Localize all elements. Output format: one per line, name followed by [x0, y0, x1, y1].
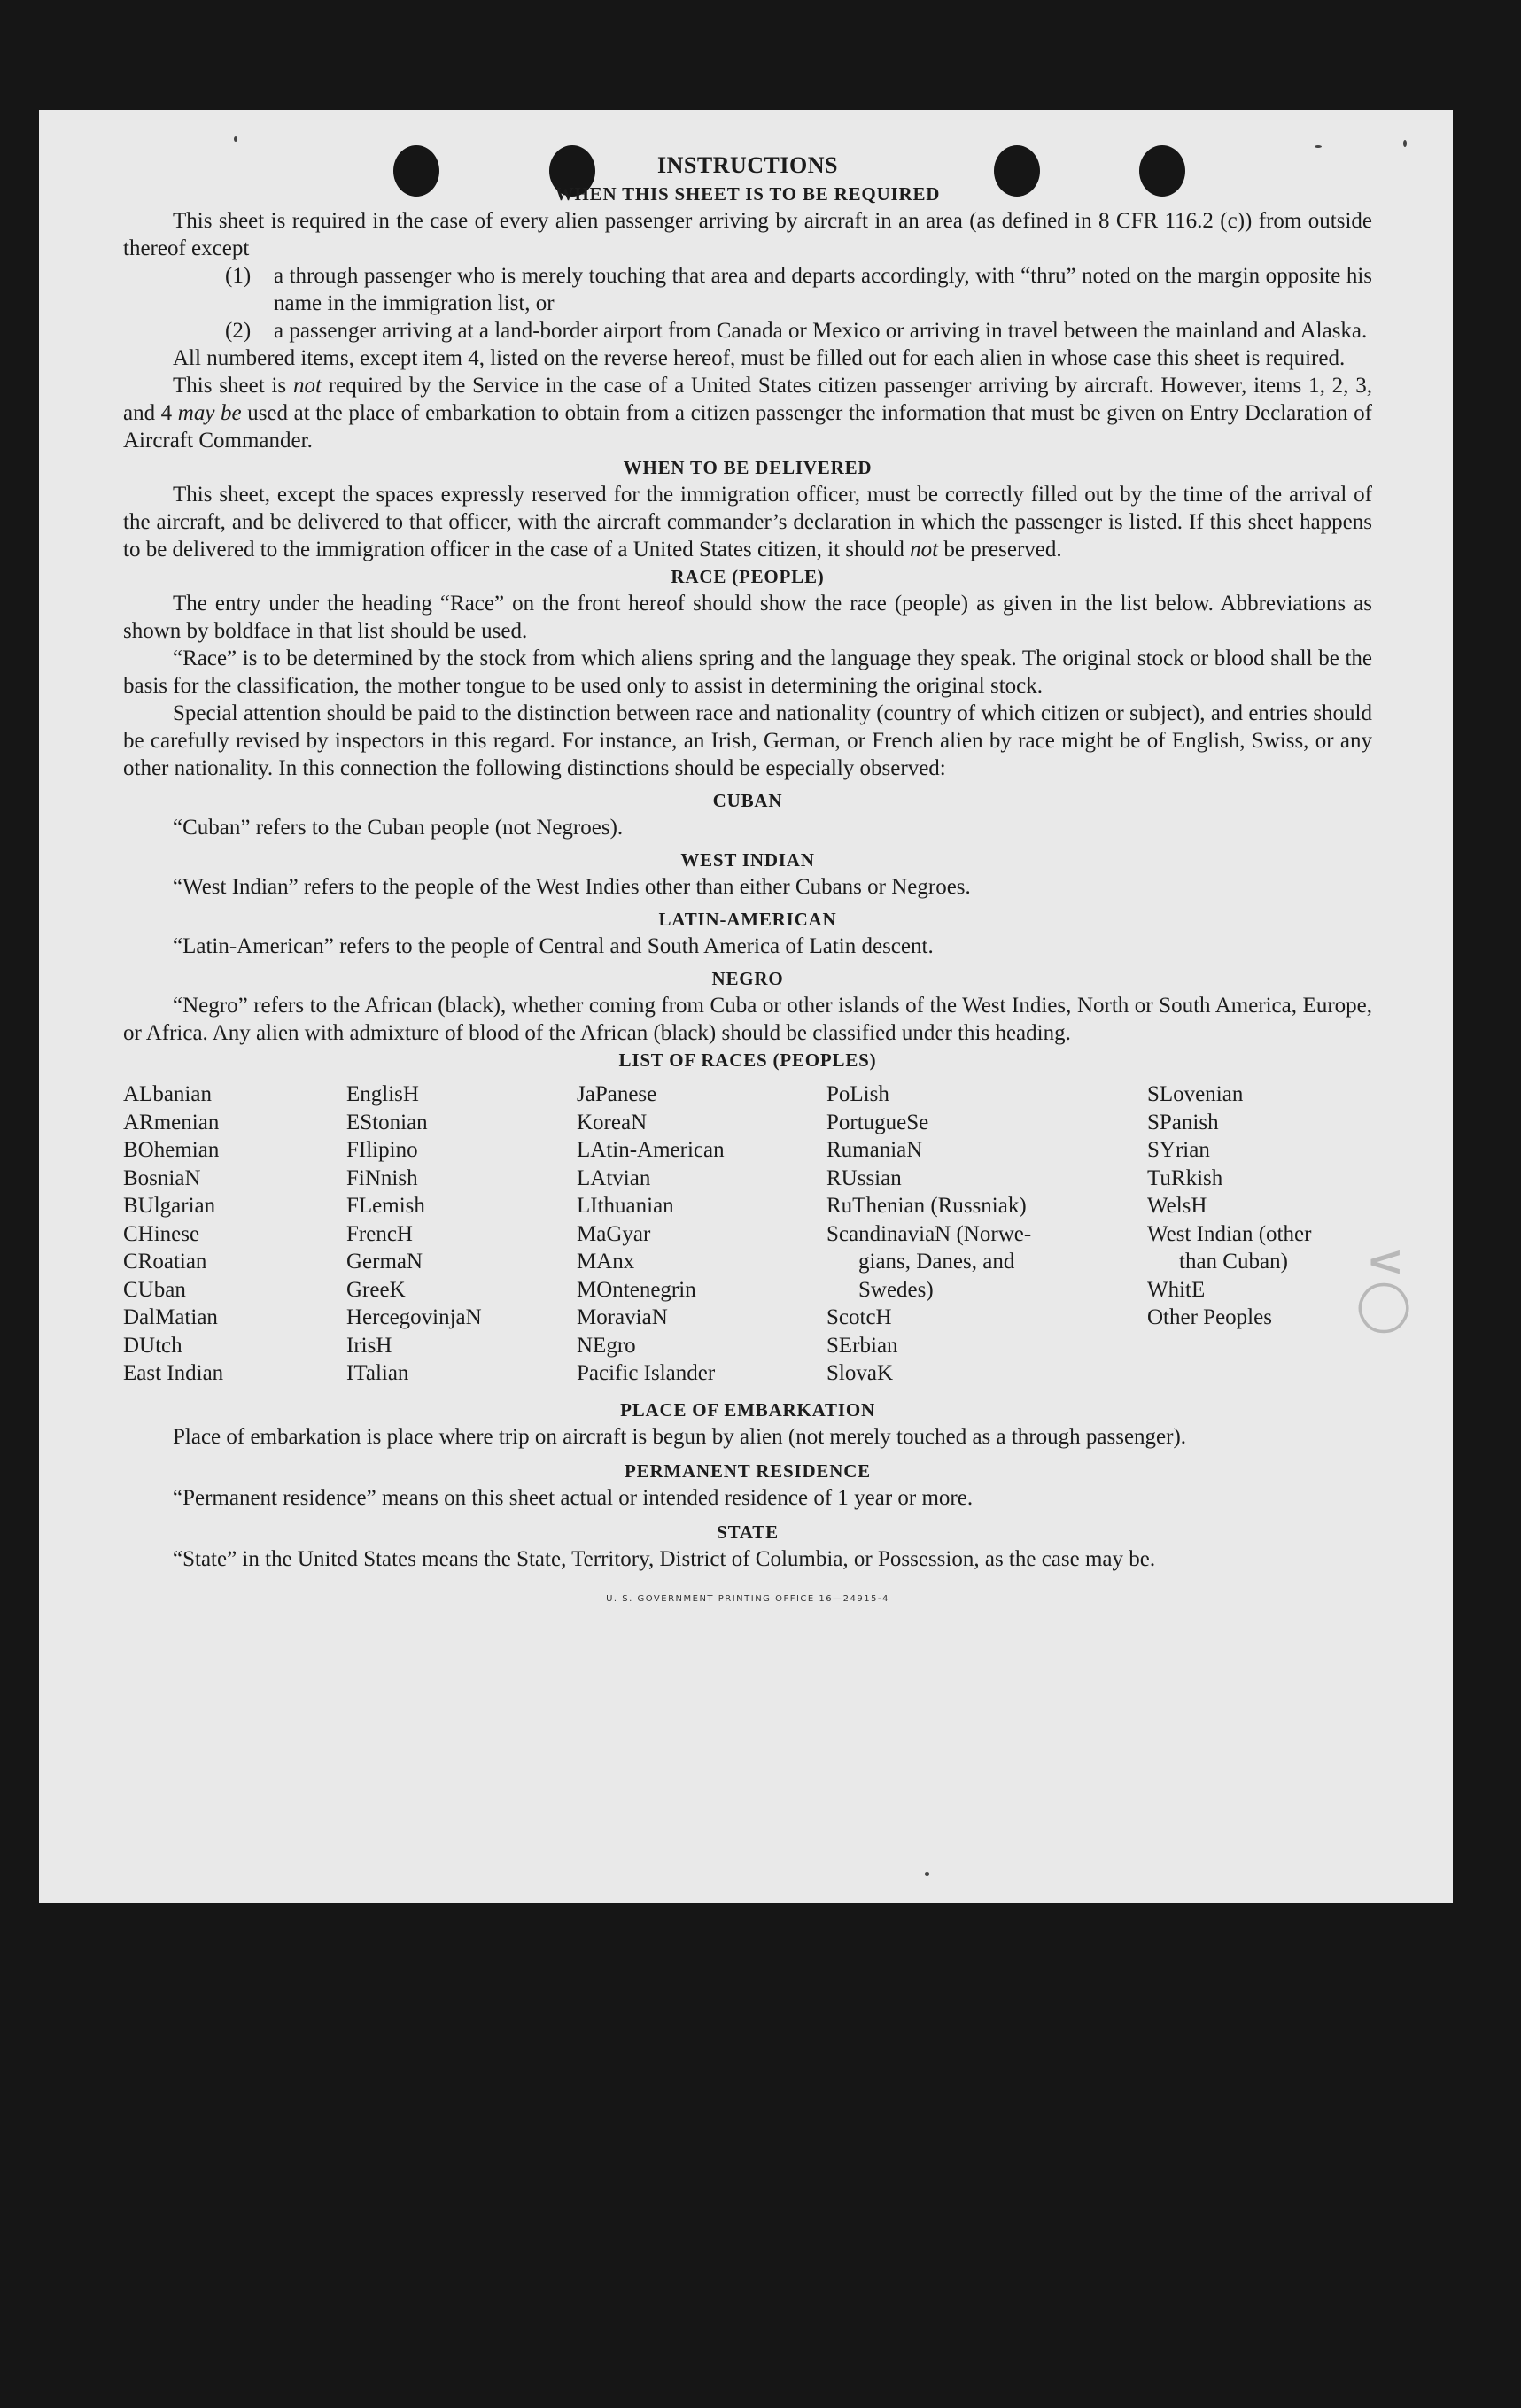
race-entry: West Indian (other [1147, 1221, 1312, 1246]
race-entry: SPanish [1147, 1110, 1219, 1134]
definition: “Latin-American” refers to the people of Central and South America of Latin descent. [173, 934, 934, 958]
race-entry: BosniaN [123, 1165, 201, 1190]
race-entry: MOntenegrin [577, 1277, 696, 1302]
race-entry: SlovaK [826, 1361, 893, 1385]
race-entry: TuRkish [1147, 1165, 1223, 1190]
race-entry: CUban [123, 1277, 186, 1302]
race-entry: RUssian [826, 1165, 902, 1190]
races-column [577, 1080, 826, 1388]
races-column [1147, 1080, 1372, 1388]
race-entry: SLovenian [1147, 1082, 1244, 1106]
race-entry: Other Peoples [1147, 1305, 1272, 1329]
race-entry: DalMatian [123, 1305, 218, 1329]
race-entry: EStonian [346, 1110, 428, 1134]
race-entry: Pacific Islander [577, 1361, 716, 1385]
paragraph: This sheet is not required by the Service in the case of a United States citizen passenger arriving by aircraft. However, items 1, 2, 3, and 4 may be used at the place of embarkation to obtain from a citizen passenger the information that must be given on Entry Declaration of Aircraft Commander. [123, 374, 1372, 453]
instructions-body [123, 151, 1372, 1613]
races-list [123, 1080, 1372, 1388]
race-entry: PortugueSe [826, 1110, 929, 1134]
race-entry: ScandinaviaN (Norwe- [826, 1221, 1032, 1246]
paragraph: “Permanent residence” means on this sheet actual or intended residence of 1 year or more. [173, 1485, 974, 1510]
race-entry: HercegovinjaN [346, 1305, 482, 1329]
section-heading: PLACE OF EMBARKATION [620, 1398, 875, 1421]
printer-imprint: U. S. GOVERNMENT PRINTING OFFICE 16—24915-4 [606, 1593, 889, 1604]
speck [925, 1872, 929, 1876]
race-entry: DUtch [123, 1333, 182, 1358]
races-column [123, 1080, 346, 1388]
race-entry: ALbanian [123, 1082, 212, 1106]
race-entry: than Cuban) [1179, 1250, 1288, 1274]
definition: “West Indian” refers to the people of the West Indies other than either Cubans or Negroes. [173, 875, 971, 899]
list-item: (1) a through passenger who is merely touching that area and departs accordingly, with “thru” noted on the margin opposite his name in the immigration list, or [225, 264, 1372, 315]
race-entry: FIlipino [346, 1138, 418, 1162]
race-entry: MAnx [577, 1250, 635, 1274]
definition: “Cuban” refers to the Cuban people (not Negroes). [173, 816, 624, 840]
paragraph: This sheet, except the spaces expressly reserved for the immigration officer, must be correctly filled out by the time of the arrival of the aircraft, and be delivered to that officer, with the aircraft commander’s declaration in which the passenger is listed. If this sheet happens to be delivered to the immigration officer in the case of a United States citizen, it should not be preserved. [123, 483, 1372, 561]
race-entry: PoLish [826, 1082, 889, 1106]
race-entry: FiNnish [346, 1165, 418, 1190]
section-heading: PERMANENT RESIDENCE [625, 1460, 871, 1482]
race-entry: RuThenian (Russniak) [826, 1194, 1027, 1218]
section-heading: NEGRO [711, 968, 784, 989]
section-heading: WHEN THIS SHEET IS TO BE REQUIRED [555, 183, 941, 205]
race-entry: RumaniaN [826, 1138, 923, 1162]
section-heading: WHEN TO BE DELIVERED [623, 457, 873, 478]
section-heading: LATIN-AMERICAN [658, 909, 837, 930]
race-entry: WhitE [1147, 1277, 1206, 1302]
paragraph: All numbered items, except item 4, listed on the reverse hereof, must be filled out for each alien in whose case this sheet is required. [173, 346, 1346, 370]
race-entry: ARmenian [123, 1110, 220, 1134]
race-entry: KoreaN [577, 1110, 648, 1134]
race-entry: ITalian [346, 1361, 409, 1385]
section-heading: STATE [717, 1521, 779, 1543]
document-sheet [39, 110, 1453, 1903]
race-entry: BOhemian [123, 1138, 220, 1162]
page-title: INSTRUCTIONS [657, 152, 838, 178]
race-entry: SErbian [826, 1333, 898, 1358]
definition: “Negro” refers to the African (black), whether coming from Cuba or other islands of the West Indies, North or South America, Europe, or Africa. Any alien with admixture of blood of the African (black) should be classified under this heading. [123, 994, 1372, 1045]
section-heading: LIST OF RACES (PEOPLES) [618, 1049, 877, 1071]
race-entry: FrencH [346, 1221, 413, 1246]
race-entry: GreeK [346, 1277, 406, 1302]
paragraph: “Race” is to be determined by the stock from which aliens spring and the language they speak. The original stock or blood shall be the basis for the classification, the mother tongue to be used only to assist in determining the original stock. [123, 647, 1372, 698]
speck [1315, 145, 1322, 148]
paragraph: The entry under the heading “Race” on the front hereof should show the race (people) as given in the list below. Abbreviations as shown by boldface in that list should be used. [123, 592, 1372, 643]
handwritten-mark: ∨◯ [1358, 1243, 1416, 1336]
race-entry: LAtin-American [577, 1138, 725, 1162]
section-heading: WEST INDIAN [680, 849, 815, 871]
race-entry: MoraviaN [577, 1305, 668, 1329]
race-entry: EnglisH [346, 1082, 419, 1106]
paragraph: “State” in the United States means the State, Territory, District of Columbia, or Possession, as the case may be. [173, 1546, 1156, 1571]
race-entry: ScotcH [826, 1305, 892, 1329]
race-entry: WelsH [1147, 1194, 1207, 1218]
list-item: (2) a passenger arriving at a land-border airport from Canada or Mexico or arriving in travel between the mainland and Alaska. [225, 319, 1368, 343]
race-entry: LAtvian [577, 1165, 651, 1190]
races-column [826, 1080, 1147, 1388]
races-column [346, 1080, 577, 1388]
race-entry: IrisH [346, 1333, 392, 1358]
race-entry: CHinese [123, 1221, 200, 1246]
race-entry: East Indian [123, 1361, 224, 1385]
race-entry: gians, Danes, and [858, 1250, 1015, 1274]
paragraph: Special attention should be paid to the distinction between race and nationality (country of which citizen or subject), and entries should be carefully revised by inspectors in this regard. For instance, an Irish, German, or French alien by race might be of English, Swiss, or any other nationality. In this connection the following distinctions should be especially observed: [123, 701, 1372, 780]
section-heading: CUBAN [712, 790, 783, 811]
race-entry: JaPanese [577, 1082, 657, 1106]
race-entry: GermaN [346, 1250, 423, 1274]
race-entry: MaGyar [577, 1221, 651, 1246]
race-entry: SYrian [1147, 1138, 1210, 1162]
section-heading: RACE (PEOPLE) [671, 566, 825, 587]
speck [234, 136, 237, 142]
race-entry: LIthuanian [577, 1194, 674, 1218]
paragraph: Place of embarkation is place where trip on aircraft is begun by alien (not merely touched as a through passenger). [173, 1424, 1187, 1449]
race-entry: NEgro [577, 1333, 636, 1358]
speck [1403, 140, 1407, 147]
race-entry: Swedes) [858, 1277, 934, 1302]
race-entry: BUlgarian [123, 1194, 216, 1218]
race-entry: FLemish [346, 1194, 425, 1218]
paragraph: This sheet is required in the case of every alien passenger arriving by aircraft in an area (as defined in 8 CFR 116.2 (c)) from outside thereof except [123, 209, 1372, 260]
race-entry: CRoatian [123, 1250, 207, 1274]
